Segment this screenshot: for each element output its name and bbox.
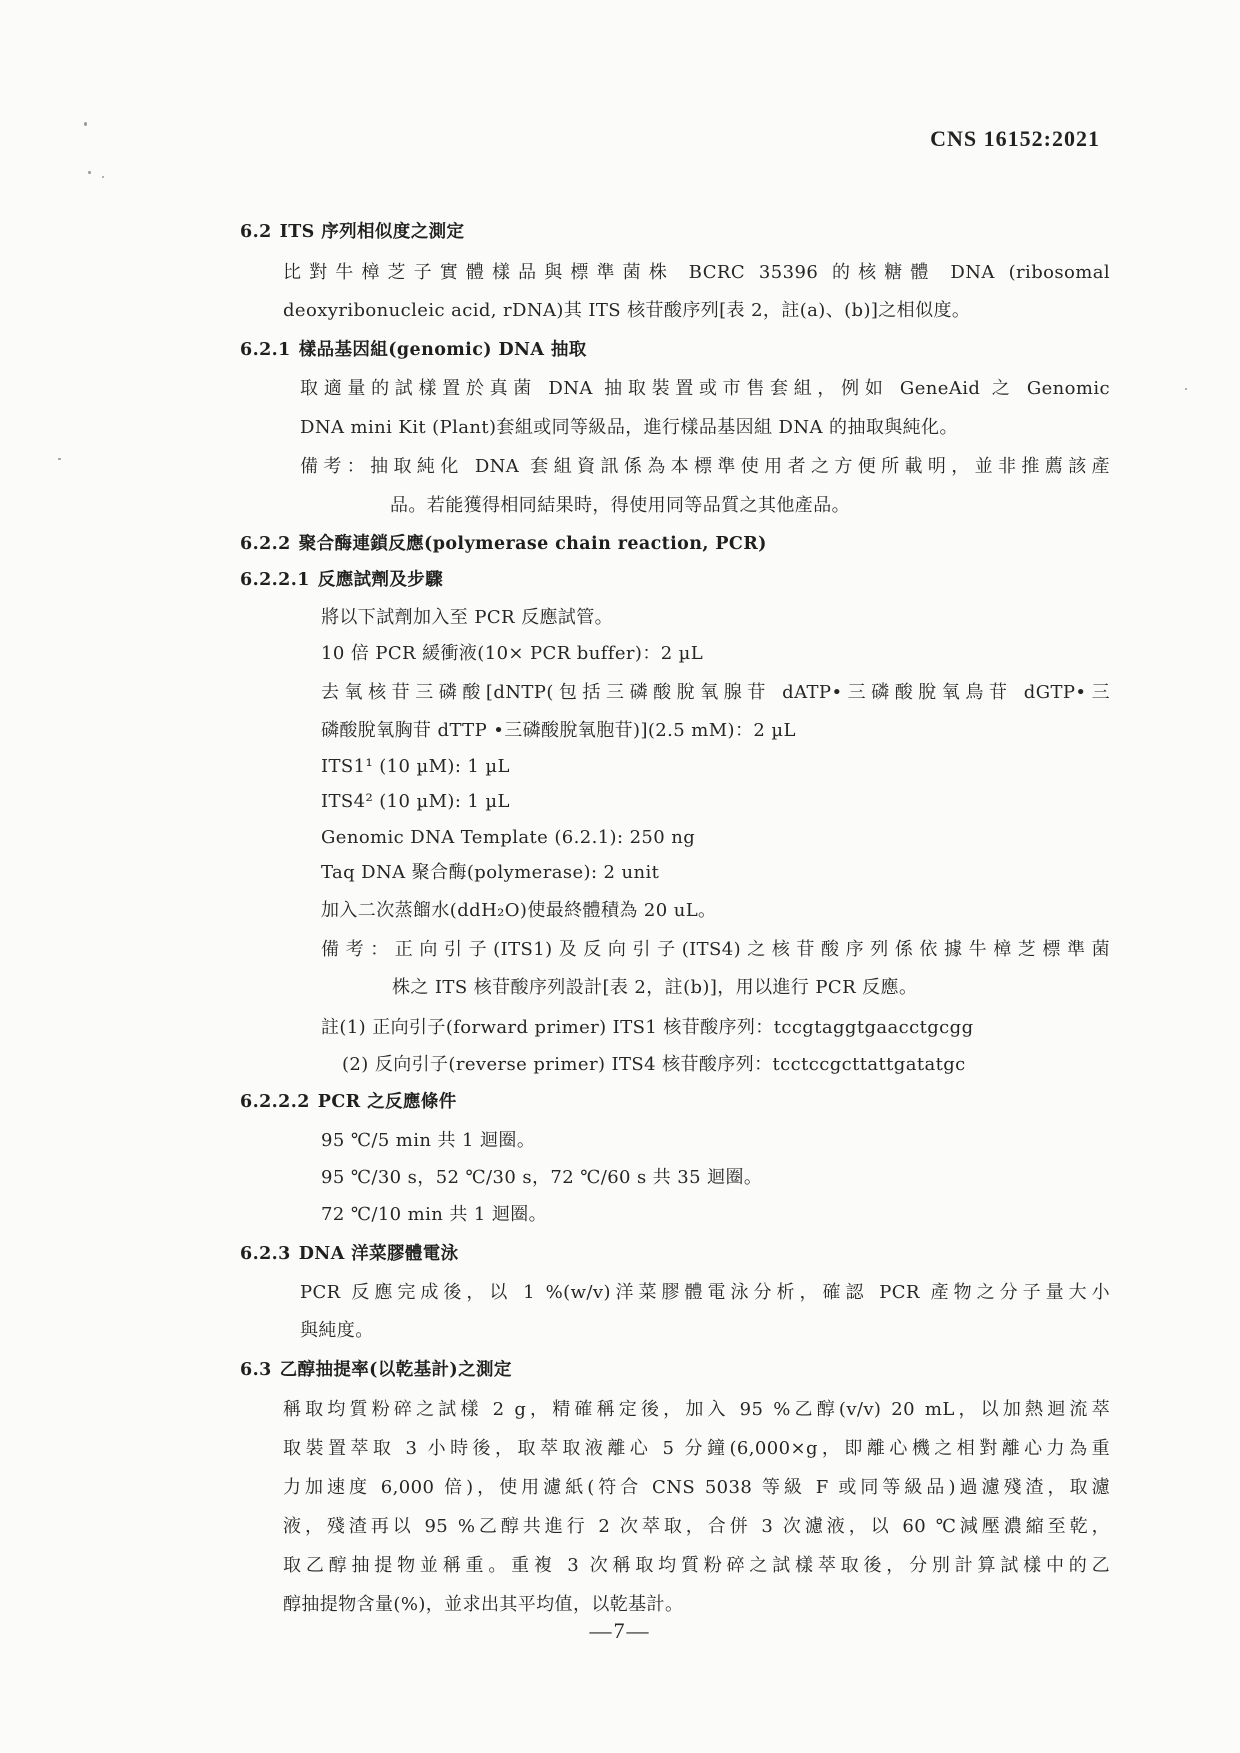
section-heading-6-3: [240, 1358, 512, 1382]
standard-code: CNS 16152:2021: [930, 126, 1100, 151]
reagent-line: 加入二次蒸餾水(ddH₂O)使最終體積為 20 uL。: [321, 900, 717, 921]
section-heading-6-2-2: [240, 532, 767, 556]
remark-line: 株之 ITS 核苷酸序列設計[表 2，註(b)]，用以進行 PCR 反應。: [392, 977, 918, 998]
remark-line: 品。若能獲得相同結果時，得使用同等品質之其他產品。: [390, 495, 850, 516]
scan-speck: [84, 122, 87, 126]
remark-line: 備考：正向引子(ITS1)及反向引子(ITS4)之核苷酸序列係依據牛樟芝標準菌: [321, 939, 1110, 960]
reagent-line: 將以下試劑加入至 PCR 反應試管。: [321, 607, 614, 628]
condition-line: 95 ℃/30 s，52 ℃/30 s，72 ℃/60 s 共 35 迴圈。: [321, 1167, 763, 1188]
paragraph-line: 取乙醇抽提物並稱重。重複 3 次稱取均質粉碎之試樣萃取後，分別計算試樣中的乙: [283, 1555, 1110, 1576]
section-heading-6-2-2-1: [240, 568, 443, 592]
section-title: PCR 之反應條件: [317, 1092, 457, 1112]
section-heading-6-2-1: [240, 338, 587, 362]
section-number: 6.3: [240, 1360, 272, 1380]
section-heading-6-2-2-2: [240, 1090, 457, 1114]
section-title: 樣品基因組(genomic) DNA 抽取: [298, 340, 587, 360]
paragraph-line: DNA mini Kit (Plant)套組或同等級品，進行樣品基因組 DNA 的抽取與純化。: [300, 417, 958, 438]
paragraph-line: 液，殘渣再以 95 %乙醇共進行 2 次萃取，合併 3 次濾液，以 60 ℃減壓濃縮至乾，: [283, 1516, 1110, 1537]
scan-speck: [58, 458, 61, 460]
section-number: 6.2.3: [240, 1244, 291, 1264]
section-title: ITS 序列相似度之測定: [279, 222, 465, 242]
remark-line: 備考：抽取純化 DNA 套組資訊係為本標準使用者之方便所載明，並非推薦該產: [300, 456, 1110, 477]
section-number: 6.2.2.2: [240, 1092, 310, 1112]
paragraph-line: 與純度。: [300, 1320, 374, 1341]
reagent-line: Genomic DNA Template (6.2.1): 250 ng: [321, 827, 696, 848]
paragraph-line: 力加速度 6,000 倍)，使用濾紙(符合 CNS 5038 等級 F 或同等級品)過濾殘渣，取濾: [283, 1477, 1110, 1498]
reagent-line: 10 倍 PCR 緩衝液(10× PCR buffer)：2 µL: [321, 643, 704, 664]
note-line: (2) 反向引子(reverse primer) ITS4 核苷酸序列：tcctccgcttattgatatgc: [342, 1054, 966, 1075]
reagent-line: ITS4² (10 µM): 1 µL: [321, 791, 510, 812]
section-title: DNA 洋菜膠體電泳: [298, 1244, 459, 1264]
section-number: 6.2.2: [240, 534, 291, 554]
scan-speck: [88, 171, 91, 174]
paragraph-line: 取裝置萃取 3 小時後，取萃取液離心 5 分鐘(6,000×g，即離心機之相對離心力為重: [283, 1438, 1110, 1459]
paragraph-line: 稱取均質粉碎之試樣 2 g，精確稱定後，加入 95 %乙醇(v/v) 20 mL，以加熱迴流萃: [283, 1399, 1110, 1420]
paragraph-line: 醇抽提物含量(%)，並求出其平均值，以乾基計。: [283, 1594, 684, 1615]
paragraph-line: PCR 反應完成後，以 1 %(w/v)洋菜膠體電泳分析，確認 PCR 產物之分子量大小: [300, 1282, 1110, 1303]
reagent-line: ITS1¹ (10 µM): 1 µL: [321, 756, 510, 777]
scan-speck: [1185, 388, 1187, 390]
paragraph-line: 比對牛樟芝子實體樣品與標準菌株 BCRC 35396 的核糖體 DNA (ribosomal: [283, 262, 1110, 283]
reagent-line: 去氧核苷三磷酸[dNTP(包括三磷酸脫氧腺苷 dATP•三磷酸脫氧鳥苷 dGTP•三: [321, 682, 1110, 703]
section-heading-6-2-3: [240, 1242, 459, 1266]
reagent-line: 磷酸脫氧胸苷 dTTP •三磷酸脫氧胞苷)](2.5 mM)：2 µL: [321, 720, 796, 741]
note-line: 註(1) 正向引子(forward primer) ITS1 核苷酸序列：tccgtaggtgaacctgcgg: [321, 1017, 974, 1038]
section-number: 6.2: [240, 222, 272, 242]
paragraph-line: 取適量的試樣置於真菌 DNA 抽取裝置或市售套組，例如 GeneAid 之 Genomic: [300, 378, 1110, 399]
section-number: 6.2.1: [240, 340, 291, 360]
section-title: 反應試劑及步驟: [317, 570, 444, 590]
page-number: —7—: [589, 1618, 651, 1643]
section-title: 乙醇抽提率(以乾基計)之測定: [279, 1360, 512, 1380]
section-title: 聚合酶連鎖反應(polymerase chain reaction, PCR): [298, 534, 767, 554]
paragraph-line: deoxyribonucleic acid, rDNA)其 ITS 核苷酸序列[表 2，註(a)、(b)]之相似度。: [283, 300, 971, 321]
condition-line: 95 ℃/5 min 共 1 迴圈。: [321, 1130, 536, 1151]
scan-speck: [102, 176, 104, 178]
reagent-line: Taq DNA 聚合酶(polymerase): 2 unit: [321, 862, 660, 883]
section-number: 6.2.2.1: [240, 570, 310, 590]
condition-line: 72 ℃/10 min 共 1 迴圈。: [321, 1204, 548, 1225]
section-heading-6-2: [240, 220, 464, 244]
